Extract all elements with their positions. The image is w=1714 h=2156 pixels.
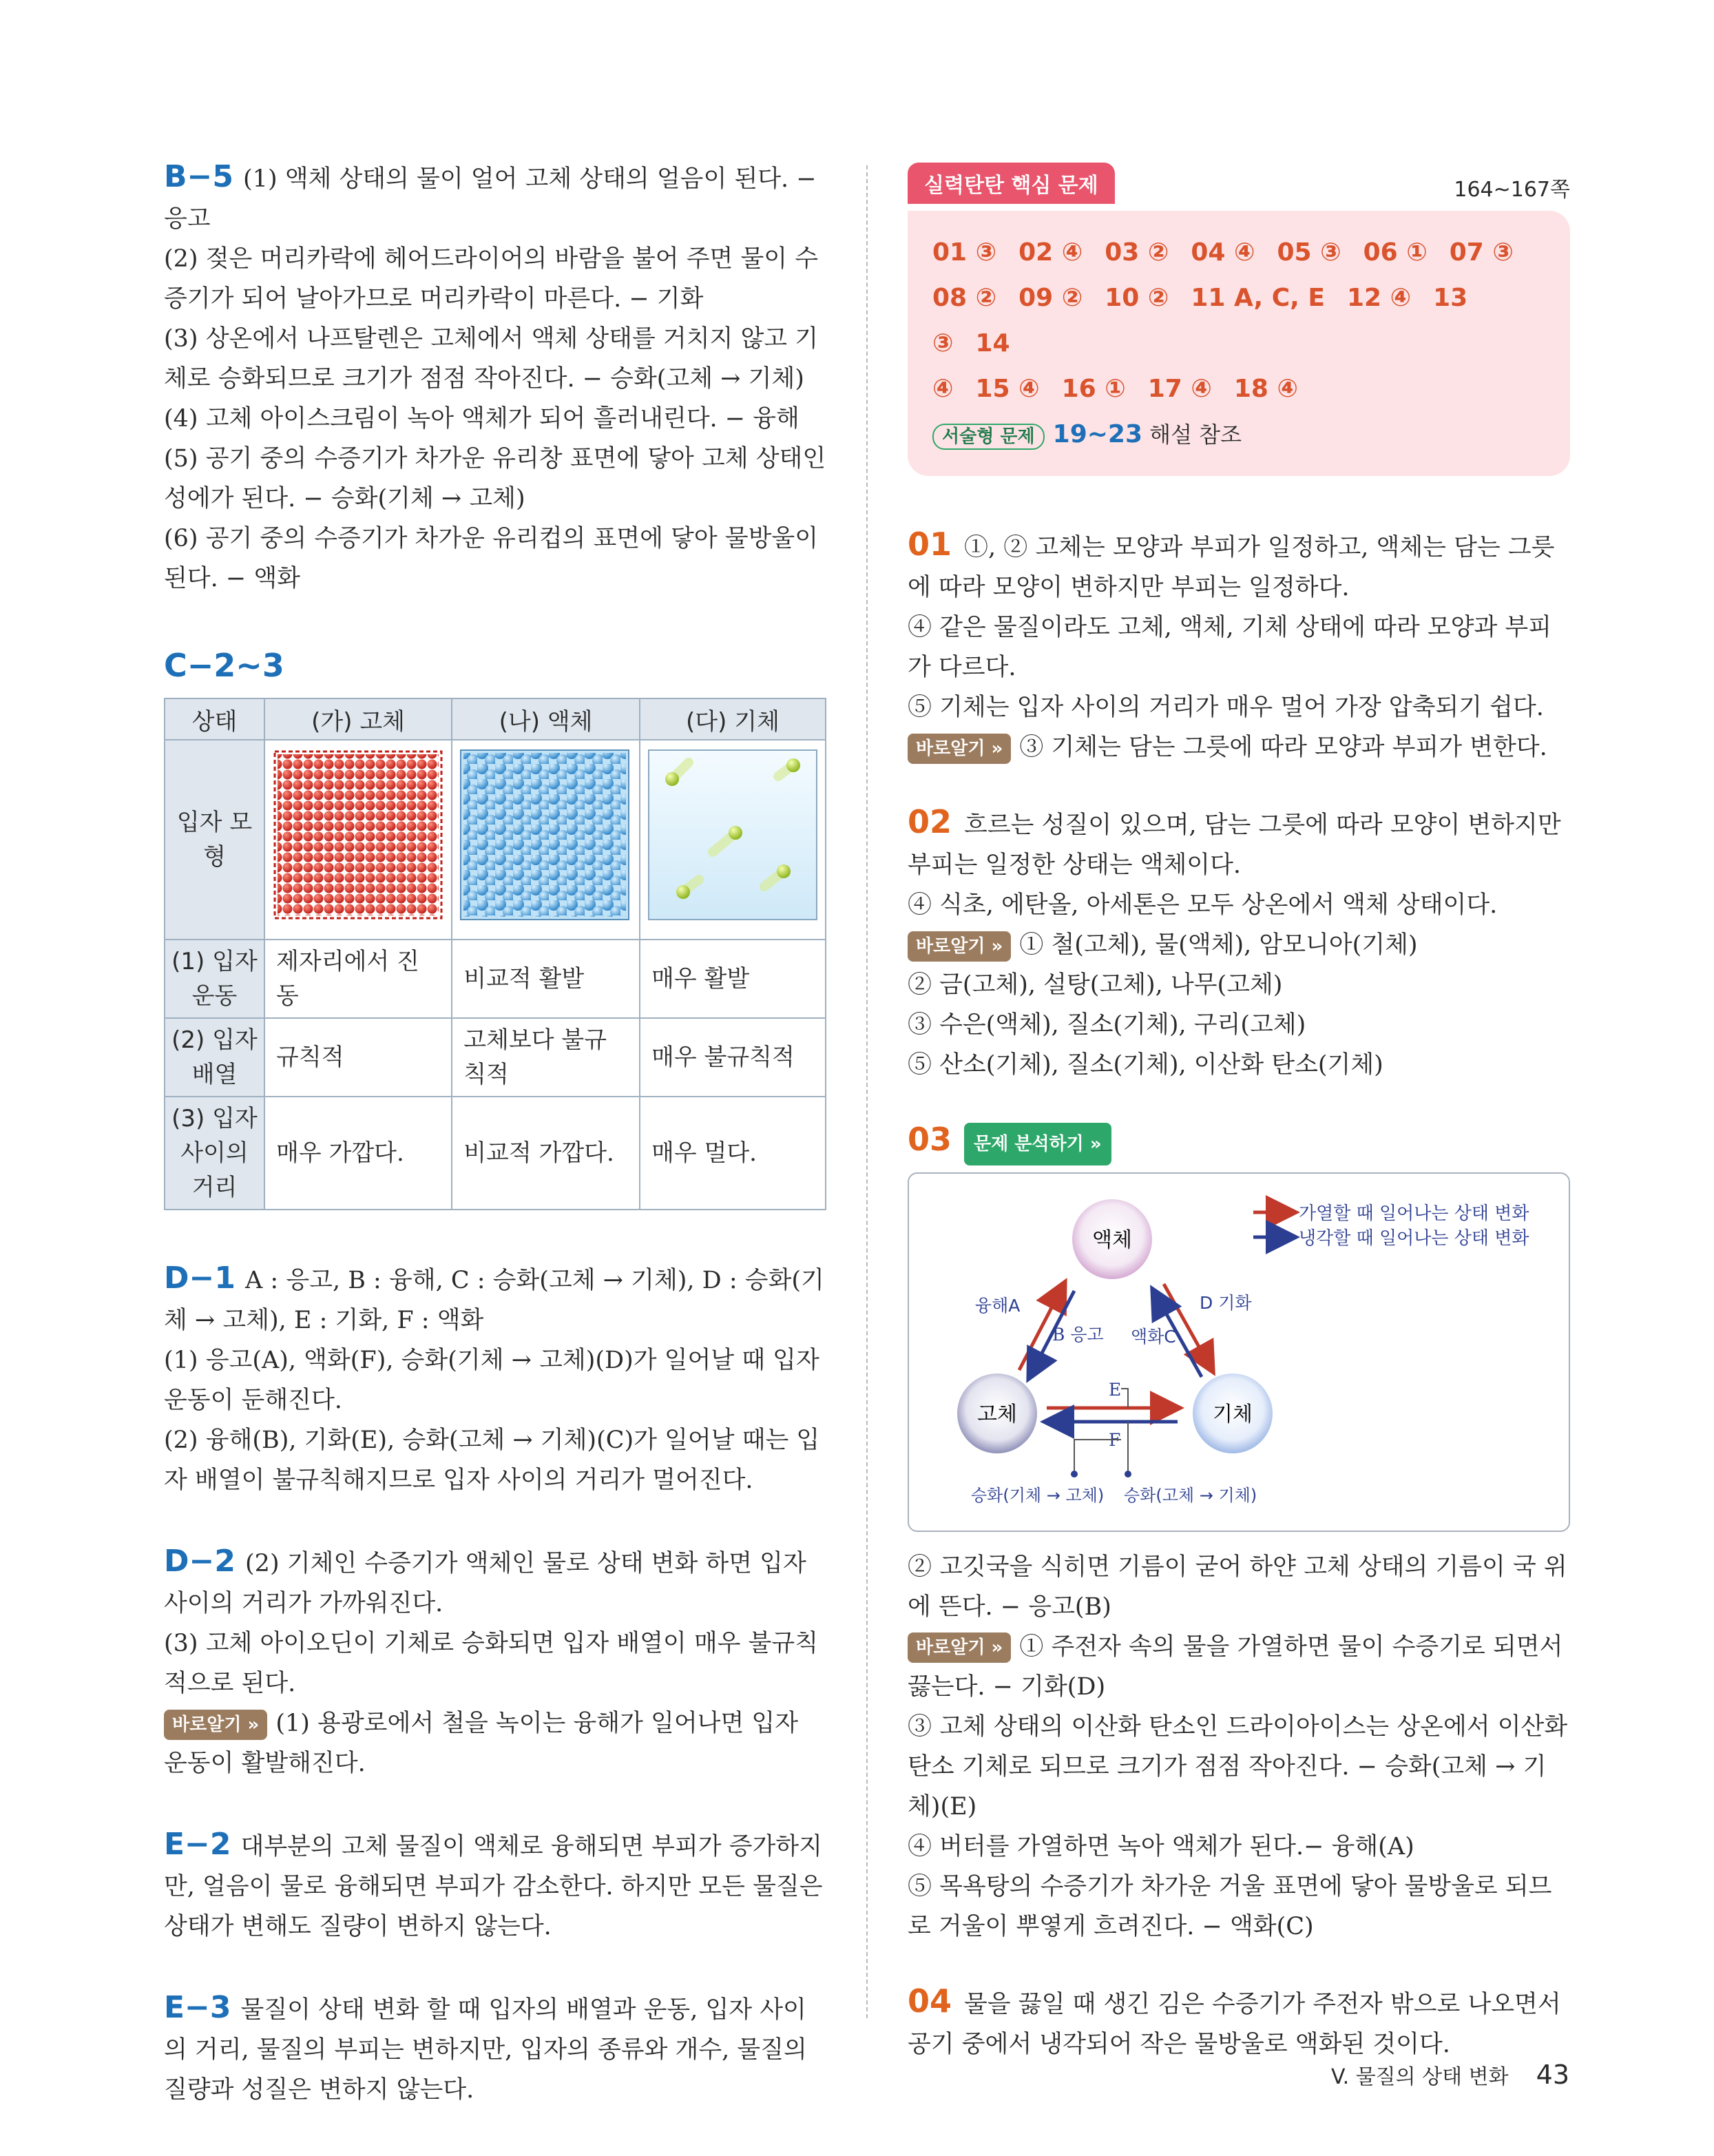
e-label: E — [1109, 1379, 1122, 1400]
solid-model-cell — [264, 740, 452, 940]
table-cell: 매우 활발 — [640, 940, 826, 1018]
column-divider — [866, 165, 868, 2018]
section-q02 — [908, 802, 1570, 1085]
f-connector-dot — [1071, 1471, 1078, 1478]
melting-label: 융해A — [975, 1295, 1021, 1316]
q01-label: 01 — [908, 526, 952, 563]
legend-heat-text: 가열할 때 일어나는 상태 변화 — [1299, 1203, 1529, 1224]
state-change-svg — [909, 1174, 1569, 1531]
correction-tag: 바로알기 » — [908, 931, 1011, 962]
d1-label: D−1 — [164, 1261, 236, 1296]
liquefaction-label: 액화C — [1131, 1326, 1176, 1347]
state-change-diagram — [908, 1172, 1570, 1532]
q02-correction: 바로알기 » ① 철(고체), 물(액체), 암모니아(기체) — [908, 925, 1570, 965]
table-cell: 고체보다 불규칙적 — [452, 1018, 640, 1097]
state-table — [164, 698, 826, 1210]
d1-line-2: (1) 응고(A), 액화(F), 승화(기체 → 고체)(D)가 일어날 때 입자 운동이 둔해진다. — [164, 1347, 819, 1414]
q03-heading — [908, 1119, 1570, 1165]
d2-line-2: (3) 고체 아이오딘이 기체로 승화되면 입자 배열이 매우 불규칙적으로 된다. — [164, 1630, 819, 1697]
q02-extra-2: ③ 수은(액체), 질소(기체), 구리(고체) — [908, 1011, 1306, 1039]
left-column — [164, 157, 826, 2144]
q03-extra-1: ③ 고체 상태의 이산화 탄소인 드라이아이스는 상온에서 이산화 탄소 기체로 되므로 크기가 점점 작아진다. − 승화(고체 → 기체)(E) — [908, 1712, 1568, 1821]
liquid-model-cell — [452, 740, 640, 940]
table-header: (다) 기체 — [640, 698, 826, 740]
d2-correction: 바로알기 » (1) 용광로에서 철을 녹이는 융해가 일어나면 입자 운동이 활발해진다. — [164, 1710, 799, 1777]
answer-header — [908, 163, 1570, 218]
table-cell: 비교적 가깝다. — [452, 1097, 640, 1210]
section-q01 — [908, 524, 1570, 767]
d2-label: D−2 — [164, 1544, 236, 1579]
table-row-model — [165, 740, 826, 940]
q02-extra-1: ② 금(고체), 설탕(고체), 나무(고체) — [908, 971, 1283, 999]
table-cell: 제자리에서 진동 — [264, 940, 452, 1018]
chapter-title: V. 물질의 상태 변화 — [1330, 2065, 1509, 2089]
gas-label: 기체 — [1213, 1402, 1253, 1427]
row-head: (1) 입자 운동 — [165, 940, 264, 1018]
f-label: F — [1109, 1429, 1121, 1450]
descriptive-label: 서술형 문제 — [932, 424, 1045, 450]
answer-line-2: 08 ② 09 ② 10 ② 11 A, C, E 12 ④ 13 ③ 14 — [932, 284, 1468, 357]
descriptive-answer — [932, 412, 1545, 459]
c23-title: C−2~3 — [164, 647, 284, 684]
table-header: 상태 — [165, 698, 264, 740]
liquid-particle-model — [459, 749, 630, 921]
d1-line-3: (2) 융해(B), 기화(E), 승화(고체 → 기체)(C)가 일어날 때는 입자 배열이 불규칙해지므로 입자 사이의 거리가 멀어진다. — [164, 1427, 820, 1494]
d1-line-1: D−1 A : 응고, B : 융해, C : 승화(고체 → 기체), D : 승화(기체 → 고체), E : 기화, F : 액화 — [164, 1261, 824, 1334]
e3-label: E−3 — [164, 1990, 231, 2025]
answer-line-1: 01 ③ 02 ④ 03 ② 04 ④ 05 ③ 06 ① 07 ③ — [932, 238, 1514, 267]
section-c23 — [164, 647, 826, 1210]
row-head: 입자 모형 — [165, 740, 264, 940]
q03-label: 03 — [908, 1121, 952, 1158]
section-q04 — [908, 1981, 1570, 2064]
table-cell: 매우 멀다. — [640, 1097, 826, 1210]
q01-line-1: 01 ①, ② 고체는 모양과 부피가 일정하고, 액체는 담는 그릇에 따라 모양이 변하지만 부피는 일정하다. — [908, 526, 1555, 601]
b5-line-2: (2) 젖은 머리카락에 헤어드라이어의 바람을 불어 주면 물이 수증기가 되어 날아가므로 머리카락이 마른다. − 기화 — [164, 245, 819, 313]
table-cell: 비교적 활발 — [452, 940, 640, 1018]
section-b5 — [164, 157, 826, 599]
table-cell: 매우 불규칙적 — [640, 1018, 826, 1097]
table-row — [165, 940, 826, 1018]
b5-line-5: (5) 공기 중의 수증기가 차가운 유리창 표면에 닿아 고체 상태인 성에가 된다. − 승화(기체 → 고체) — [164, 445, 826, 512]
sublimation-gs-label: 승화(기체 → 고체) — [971, 1485, 1105, 1505]
table-cell: 규칙적 — [264, 1018, 452, 1097]
b5-line-1: B−5 (1) 액체 상태의 물이 얼어 고체 상태의 얼음이 된다. − 응고 — [164, 159, 817, 233]
b5-line-6: (6) 공기 중의 수증기가 차가운 유리컵의 표면에 닿아 물방울이 된다. − 액화 — [164, 525, 819, 592]
q01-line-2: ④ 같은 물질이라도 고체, 액체, 기체 상태에 따라 모양과 부피가 다르다. — [908, 614, 1552, 681]
e-connector-dot — [1125, 1471, 1131, 1478]
legend-cool-text: 냉각할 때 일어나는 상태 변화 — [1299, 1227, 1529, 1249]
table-header-row — [165, 698, 826, 740]
q02-extra-3: ⑤ 산소(기체), 질소(기체), 이산화 탄소(기체) — [908, 1051, 1383, 1079]
q03-extra-3: ⑤ 목욕탕의 수증기가 차가운 거울 표면에 닿아 물방울로 되므로 거울이 뿌옇게 흐려진다. − 액화(C) — [908, 1872, 1552, 1940]
b5-label: B−5 — [164, 159, 234, 194]
page-number: 43 — [1536, 2060, 1569, 2090]
section-q03 — [908, 1119, 1570, 1947]
row-head: (3) 입자 사이의 거리 — [165, 1097, 264, 1210]
freezing-label: B 응고 — [1052, 1324, 1104, 1345]
answer-tab: 실력탄탄 핵심 문제 — [908, 163, 1115, 204]
solid-label: 고체 — [977, 1402, 1017, 1427]
vaporization-label: D 기화 — [1200, 1292, 1252, 1313]
answer-box — [908, 211, 1570, 476]
gas-model-cell — [640, 740, 826, 940]
section-e3 — [164, 1988, 826, 2110]
correction-tag: 바로알기 » — [164, 1710, 267, 1740]
q02-line-1: 02 흐르는 성질이 있으며, 담는 그릇에 따라 모양이 변하지만 부피는 일정한 상태는 액체이다. — [908, 803, 1561, 879]
q03-correction: 바로알기 » ① 주전자 속의 물을 가열하면 물이 수증기로 되면서 끓는다. − 기화(D) — [908, 1632, 1563, 1701]
section-d2 — [164, 1542, 826, 1783]
solid-particle-model — [272, 749, 444, 921]
q01-line-3: ⑤ 기체는 입자 사이의 거리가 매우 멀어 가장 압축되기 쉽다. — [908, 694, 1544, 721]
e-connector — [1121, 1389, 1128, 1408]
section-d1 — [164, 1258, 826, 1500]
descriptive-range: 19~23 — [1052, 420, 1142, 448]
table-row — [165, 1097, 826, 1210]
b5-line-4: (4) 고체 아이스크림이 녹아 액체가 되어 흘러내린다. − 융해 — [164, 405, 799, 433]
correction-tag: 바로알기 » — [908, 1632, 1011, 1663]
d2-line-1: D−2 (2) 기체인 수증기가 액체인 물로 상태 변화 하면 입자 사이의 거리가 가까워진다. — [164, 1544, 806, 1617]
table-header: (가) 고체 — [264, 698, 452, 740]
section-e2 — [164, 1825, 826, 1947]
q01-correction: 바로알기 » ③ 기체는 담는 그릇에 따라 모양과 부피가 변한다. — [908, 727, 1570, 767]
answer-line-3: ④ 15 ④ 16 ① 17 ④ 18 ④ — [932, 375, 1298, 403]
descriptive-text: 해설 참조 — [1149, 422, 1242, 448]
right-column — [908, 163, 1570, 2099]
gas-particle-model — [647, 749, 818, 921]
correction-tag: 바로알기 » — [908, 734, 1011, 764]
table-cell: 매우 가깝다. — [264, 1097, 452, 1210]
page-footer — [1331, 2060, 1569, 2090]
q03-extra-2: ④ 버터를 가열하면 녹아 액체가 된다.− 융해(A) — [908, 1832, 1414, 1860]
liquid-label: 액체 — [1092, 1227, 1132, 1252]
analysis-tag: 문제 분석하기 » — [964, 1123, 1111, 1165]
b5-line-3: (3) 상온에서 나프탈렌은 고체에서 액체 상태를 거치지 않고 기체로 승화되므로 크기가 점점 작아진다. − 승화(고체 → 기체) — [164, 325, 819, 393]
table-row — [165, 1018, 826, 1097]
q02-line-2: ④ 식초, 에탄올, 아세톤은 모두 상온에서 액체 상태이다. — [908, 891, 1498, 919]
e3-text: E−3 물질이 상태 변화 할 때 입자의 배열과 운동, 입자 사이의 거리, 물질의 부피는 변하지만, 입자의 종류와 개수, 물질의 질량과 성질은 변하지 않는다. — [164, 1990, 807, 2104]
e2-text: E−2 대부분의 고체 물질이 액체로 융해되면 부피가 증가하지만, 얼음이 물로 융해되면 부피가 감소한다. 하지만 모든 물질은 상태가 변해도 질량이 변하지 않는다. — [164, 1827, 823, 1940]
row-head: (2) 입자 배열 — [165, 1018, 264, 1097]
e2-label: E−2 — [164, 1827, 231, 1862]
page-range: 164~167쪽 — [1454, 178, 1570, 202]
q04-label: 04 — [908, 1982, 952, 2020]
q02-label: 02 — [908, 803, 952, 840]
table-header: (나) 액체 — [452, 698, 640, 740]
sublimation-sg-label: 승화(고체 → 기체) — [1124, 1485, 1257, 1505]
q04-text: 04 물을 끓일 때 생긴 김은 수증기가 주전자 밖으로 나오면서 공기 중에서 냉각되어 작은 물방울로 액화된 것이다. — [908, 1982, 1561, 2058]
q03-line-1: ② 고깃국을 식히면 기름이 굳어 하얀 고체 상태의 기름이 국 위에 뜬다. − 응고(B) — [908, 1553, 1567, 1621]
